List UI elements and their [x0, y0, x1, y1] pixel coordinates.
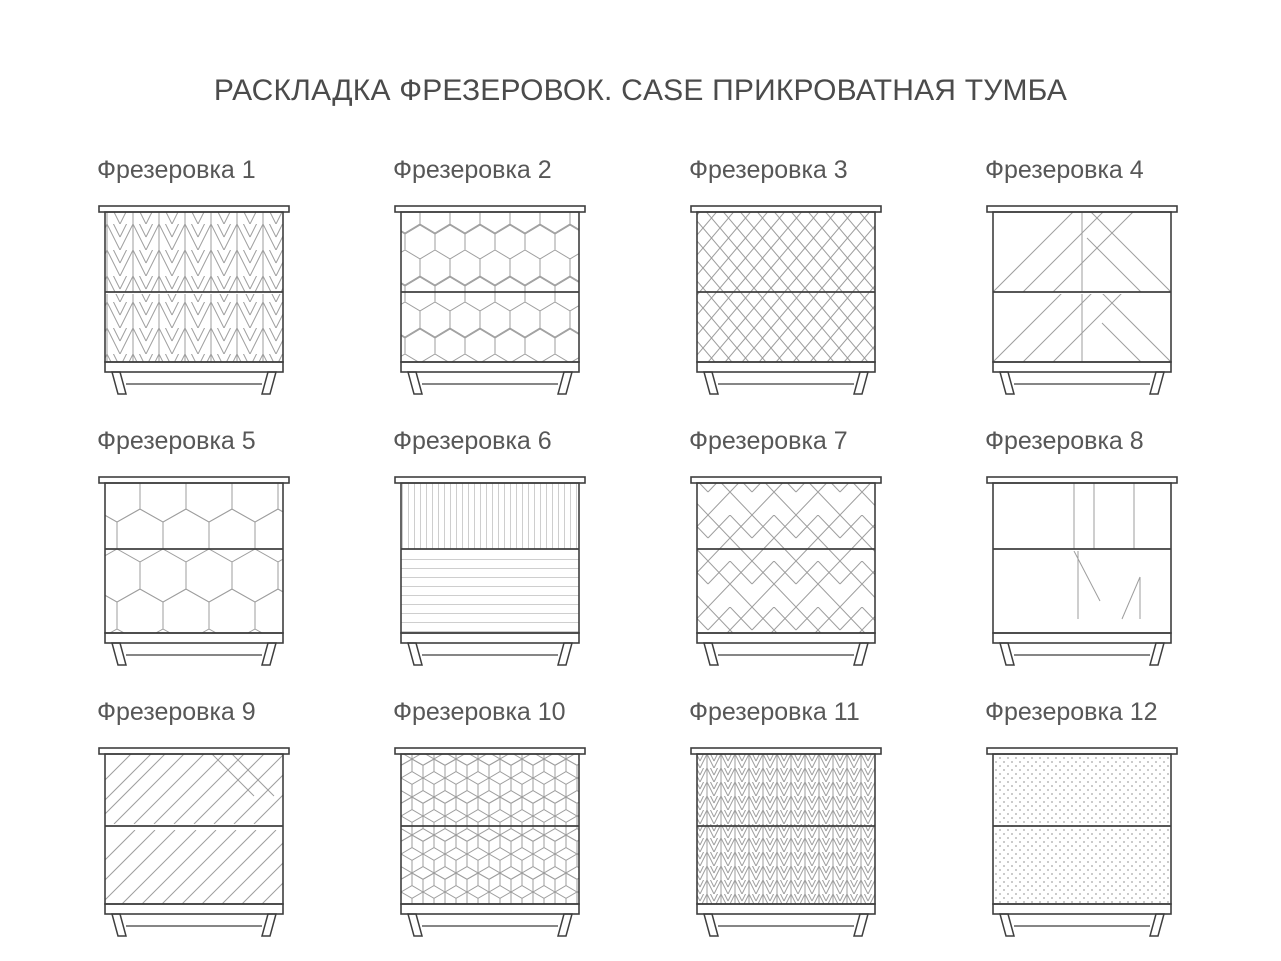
- cabinet-drawing-isometric-cubes: [390, 740, 590, 940]
- page-title: РАСКЛАДКА ФРЕЗЕРОВОК. CASE ПРИКРОВАТНАЯ ТУМБА: [213, 74, 1068, 107]
- cabinet-label: Фрезеровка 12: [985, 698, 1158, 726]
- cabinet-cell: [80, 148, 376, 419]
- cabinet-label: Фрезеровка 3: [689, 156, 848, 184]
- cabinet-cell: [968, 419, 1264, 690]
- cabinet-label: Фрезеровка 8: [985, 427, 1144, 455]
- cabinet-cell: [80, 690, 376, 961]
- cabinet-label: Фрезеровка 10: [393, 698, 566, 726]
- cabinet-drawing-diamond-star: [686, 198, 886, 398]
- cabinet-cell: [376, 148, 672, 419]
- cabinet-drawing-large-hexagon: [94, 469, 294, 669]
- cabinet-cell: [376, 419, 672, 690]
- cabinet-drawing-chevron-herringbone: [94, 198, 294, 398]
- cabinet-cell: [672, 690, 968, 961]
- cabinet-cell: [80, 419, 376, 690]
- cabinet-drawing-small-herringbone: [686, 740, 886, 940]
- cabinet-label: Фрезеровка 7: [689, 427, 848, 455]
- cabinet-cell: [672, 148, 968, 419]
- cabinet-drawing-dotted-texture: [982, 740, 1182, 940]
- cabinet-drawing-sparse-diagonal-lines: [982, 469, 1182, 669]
- cabinet-label: Фрезеровка 5: [97, 427, 256, 455]
- cabinet-drawing-vertical-and-horizontal-slats: [390, 469, 590, 669]
- cabinet-label: Фрезеровка 9: [97, 698, 256, 726]
- cabinet-cell: [968, 690, 1264, 961]
- cabinet-grid: [80, 148, 1210, 961]
- cabinet-drawing-diagonal-parquet: [94, 740, 294, 940]
- cabinet-label: Фрезеровка 11: [689, 698, 860, 726]
- cabinet-drawing-elongated-hexagon: [390, 198, 590, 398]
- cabinet-cell: [376, 690, 672, 961]
- cabinet-label: Фрезеровка 1: [97, 156, 256, 184]
- cabinet-label: Фрезеровка 4: [985, 156, 1144, 184]
- cabinet-label: Фрезеровка 6: [393, 427, 552, 455]
- cabinet-label: Фрезеровка 2: [393, 156, 552, 184]
- cabinet-drawing-large-diamond-lattice: [686, 469, 886, 669]
- cabinet-cell: [968, 148, 1264, 419]
- cabinet-drawing-wide-chevron: [982, 198, 1182, 398]
- cabinet-cell: [672, 419, 968, 690]
